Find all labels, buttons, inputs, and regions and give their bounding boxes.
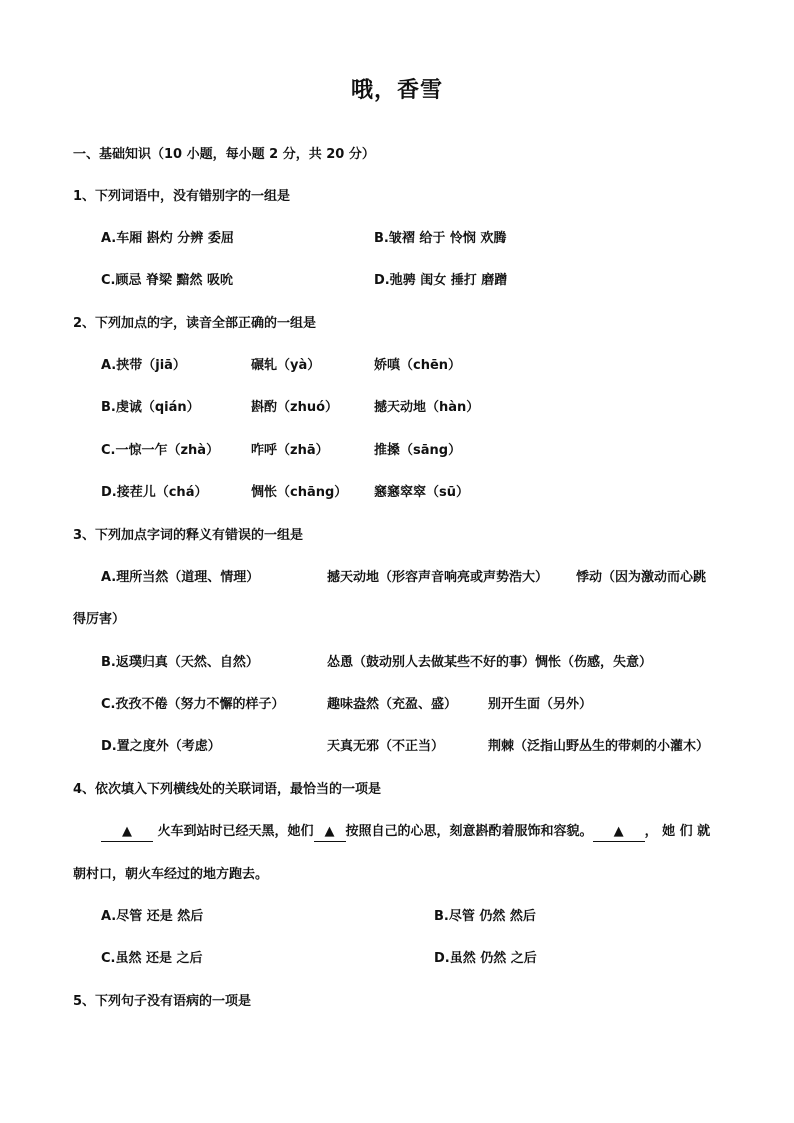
q4-option-d: D.虽然 仍然 之后: [434, 951, 537, 966]
q2-option-d-3: 窸窸窣窣（sū）: [374, 485, 469, 500]
q2-option-c-1: C.一惊一乍（zhà）: [101, 443, 220, 458]
q5-stem: 5、下列句子没有语病的一项是: [73, 994, 252, 1009]
q3-option-a-1: A.理所当然（道理、情理）: [101, 570, 260, 585]
q3-option-c-3: 别开生面（另外）: [488, 697, 593, 712]
q2-option-b-1: B.虔诚（qián）: [101, 400, 200, 415]
q3-option-a-4: 得厉害）: [73, 612, 126, 627]
q4-passage-line-1: [101, 822, 710, 842]
q2-option-d-2: 惆怅（chāng）: [251, 485, 348, 500]
q4-stem: 4、依次填入下列横线处的关联词语，最恰当的一项是: [73, 782, 382, 797]
q2-option-a-2: 碾轧（yà）: [251, 358, 321, 373]
q1-stem: 1、下列词语中，没有错别字的一组是: [73, 189, 291, 204]
fill-blank-2: ▲: [314, 823, 346, 842]
q3-option-c-1: C.孜孜不倦（努力不懈的样子）: [101, 697, 285, 712]
q4-passage-line-2: 朝村口，朝火车经过的地方跑去。: [73, 867, 269, 882]
q3-option-d-2: 天真无邪（不正当）: [327, 739, 445, 754]
q2-option-c-3: 推搡（sāng）: [374, 443, 462, 458]
q3-option-d-1: D.置之度外（考虑）: [101, 739, 221, 754]
q2-option-b-2: 斟酌（zhuó）: [251, 400, 339, 415]
q2-option-b-3: 撼天动地（hàn）: [374, 400, 480, 415]
section-heading: 一、基础知识（10 小题，每小题 2 分，共 20 分）: [73, 147, 375, 162]
q2-stem: 2、下列加点的字，读音全部正确的一组是: [73, 316, 317, 331]
q4-passage-part-1: 火车到站时已经天黑，她们: [157, 824, 314, 839]
q2-option-a-1: A.挟带（jiā）: [101, 358, 186, 373]
q4-option-b: B.尽管 仍然 然后: [434, 909, 536, 924]
q4-option-a: A.尽管 还是 然后: [101, 909, 204, 924]
fill-blank-3: ▲: [593, 823, 645, 842]
q2-option-c-2: 咋呼（zhā）: [251, 443, 329, 458]
fill-blank-1: ▲: [101, 823, 153, 842]
q2-option-a-3: 娇嗔（chēn）: [374, 358, 462, 373]
q3-option-d-3: 荆棘（泛指山野丛生的带刺的小灌木）: [488, 739, 710, 754]
q3-stem: 3、下列加点字词的释义有错误的一组是: [73, 528, 304, 543]
q3-option-b-2: 怂恿（鼓动别人去做某些不好的事）惆怅（伤感，失意）: [327, 655, 653, 670]
page-title: 哦，香雪: [350, 78, 443, 103]
q1-option-c: C.顾忌 脊梁 黯然 吸吮: [101, 273, 234, 288]
q1-option-a: A.车厢 斟灼 分辨 委屈: [101, 231, 234, 246]
q1-option-d: D.弛骋 闺女 捶打 磨蹭: [374, 273, 508, 288]
q3-option-a-3: 悸动（因为激动而心跳: [576, 570, 707, 585]
q3-option-b-1: B.返璞归真（天然、自然）: [101, 655, 259, 670]
q3-option-c-2: 趣味盎然（充盈、盛）: [327, 697, 458, 712]
q4-option-c: C.虽然 还是 之后: [101, 951, 203, 966]
q4-passage-part-2: 按照自己的心思，刻意斟酌着服饰和容貌。: [345, 824, 593, 839]
q3-option-a-2: 撼天动地（形容声音响亮或声势浩大）: [327, 570, 549, 585]
q1-option-b: B.皱褶 给于 怜悯 欢腾: [374, 231, 507, 246]
q2-option-d-1: D.接茬儿（chá）: [101, 485, 208, 500]
q4-passage-part-3: ， 她 们 就: [644, 824, 711, 839]
